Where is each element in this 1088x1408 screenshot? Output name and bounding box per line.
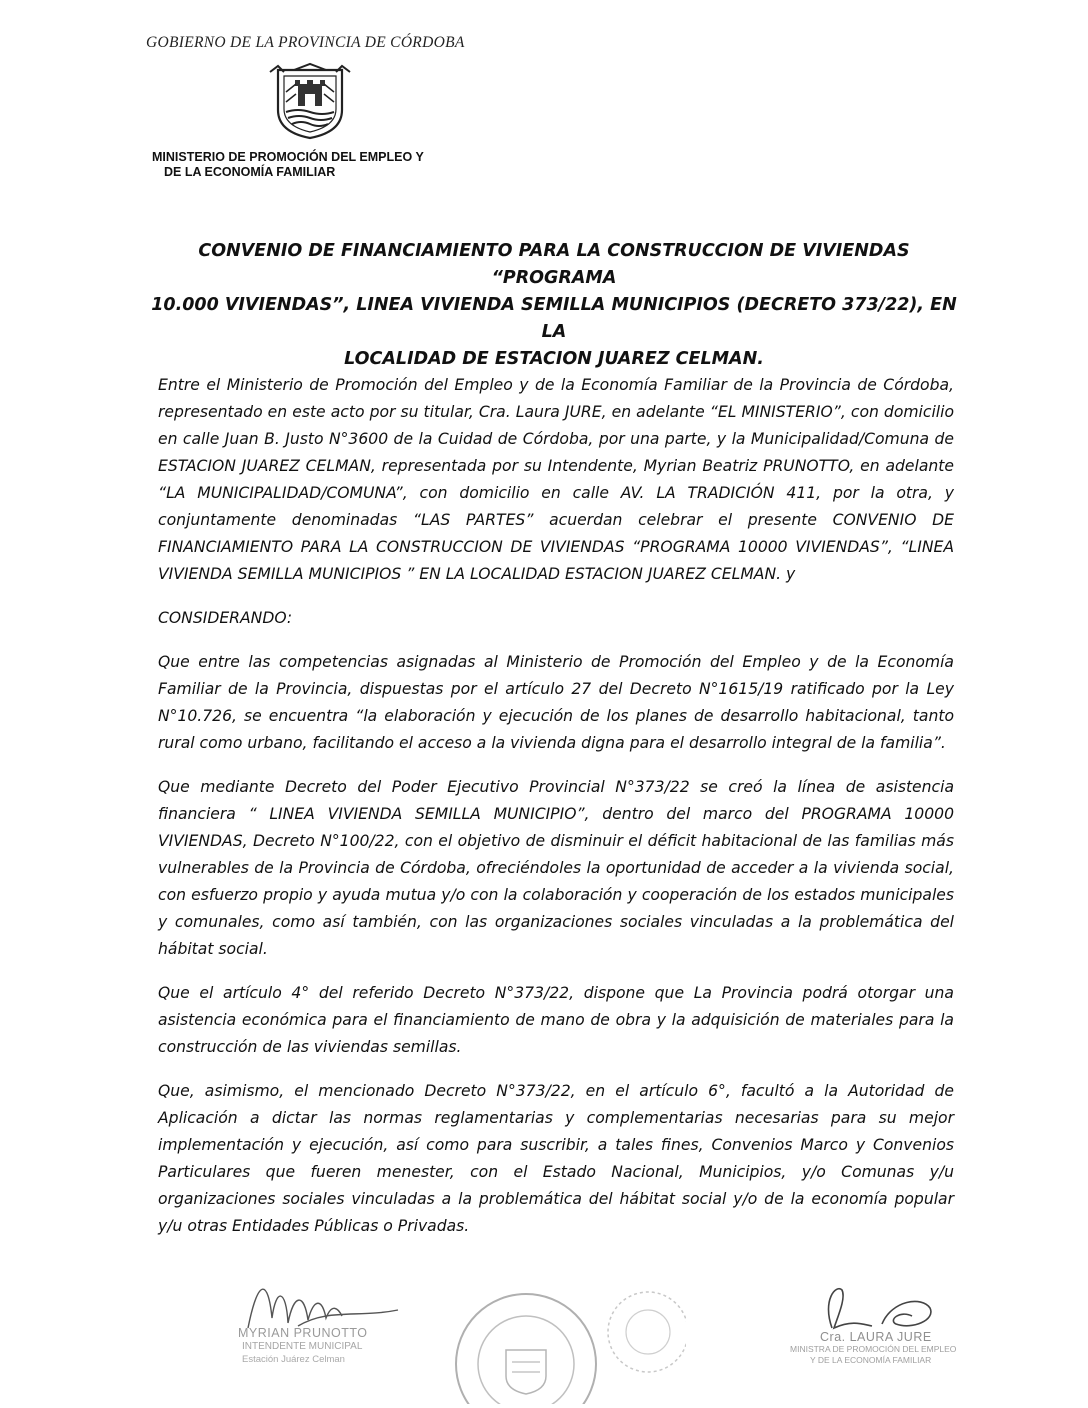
ministry-line-1: MINISTERIO DE PROMOCIÓN DEL EMPLEO Y	[152, 150, 424, 164]
coat-of-arms-icon	[268, 62, 352, 140]
government-header: GOBIERNO DE LA PROVINCIA DE CÓRDOBA	[146, 34, 465, 51]
title-line-1: CONVENIO DE FINANCIAMIENTO PARA LA CONSTRUCCION DE VIVIENDAS “PROGRAMA	[198, 241, 910, 288]
considerando-heading: CONSIDERANDO:	[158, 609, 293, 627]
intendente-place: Estación Juárez Celman	[242, 1354, 345, 1365]
paragraph-2: Que mediante Decreto del Poder Ejecutivo Provincial N°373/22 se creó la línea de asistencia financiera “ LINEA VIVIENDA SEMILLA MUNICIPIO”, dentro del marco del PROGRAMA 10000 VIVIENDAS, Decreto N°100/22, con el objetivo de disminuir el déficit habitacional de las familias más vulnerables de la Provincia de Córdoba, ofreciéndoles la oportunidad de acceder a la vivienda social, con esfuerzo propio y ayuda mutua y/o con la colaboración y cooperación de los estados municipales y comunales, como así también, con las organizaciones sociales vinculadas a la problemática del hábitat social.	[158, 778, 954, 958]
paragraph-3: Que el artículo 4° del referido Decreto N°373/22, dispone que La Provincia podrá otorgar una asistencia económica para el financiamiento de mano de obra y la adquisición de materiales para la construcción de las viviendas semillas.	[158, 984, 954, 1056]
intendente-signature-block	[228, 1268, 428, 1378]
intendente-role: INTENDENTE MUNICIPAL	[242, 1341, 363, 1352]
ministra-role-1: MINISTRA DE PROMOCIÓN DEL EMPLEO	[790, 1344, 957, 1354]
ministra-role-2: Y DE LA ECONOMÍA FAMILIAR	[810, 1355, 932, 1365]
ministry-header	[152, 150, 424, 180]
municipal-seal	[426, 1280, 686, 1404]
title-line-3: LOCALIDAD DE ESTACION JUAREZ CELMAN.	[344, 349, 764, 369]
document-title	[150, 238, 958, 373]
paragraph-1: Que entre las competencias asignadas al Ministerio de Promoción del Empleo y de la Economía Familiar de la Provincia, dispuestas por el artículo 27 del Decreto N°1615/19 ratificado por la Ley N°10.726, se encuentra “la elaboración y ejecución de los planes de desarrollo habitacional, tanto rural como urbano, facilitando el acceso a la vivienda digna para el desarrollo integral de la familia”.	[158, 653, 954, 752]
intendente-name: MYRIAN PRUNOTTO	[238, 1326, 368, 1340]
ministra-signature-block	[782, 1280, 982, 1390]
ministra-signature	[812, 1280, 972, 1336]
ministry-line-2: DE LA ECONOMÍA FAMILIAR	[164, 165, 336, 179]
intro-paragraph: Entre el Ministerio de Promoción del Empleo y de la Economía Familiar de la Provincia de Córdoba, representado en este acto por su titular, Cra. Laura JURE, en adelante “EL MINISTERIO”, con domicilio en calle Juan B. Justo N°3600 de la Cuidad de Córdoba, por una parte, y la Municipalidad/Comuna de ESTACION JUAREZ CELMAN, representada por su Intendente, Myrian Beatriz PRUNOTTO, en adelante “LA MUNICIPALIDAD/COMUNA”, con domicilio en calle AV. LA TRADICIÓN 411, por la otra, y conjuntamente denominadas “LAS PARTES” acuerdan celebrar el presente CONVENIO DE FINANCIAMIENTO PARA LA CONSTRUCCION DE VIVIENDAS “PROGRAMA 10000 VIVIENDAS”, “LINEA VIVIENDA SEMILLA MUNICIPIOS ” EN LA LOCALIDAD ESTACION JUAREZ CELMAN. y	[158, 376, 954, 583]
document-body	[158, 372, 954, 1240]
paragraph-4: Que, asimismo, el mencionado Decreto N°373/22, en el artículo 6°, facultó a la Autoridad de Aplicación a dictar las normas reglamentarias y complementarias necesarias para su mejor implementación y ejecución, así como para suscribir, a tales fines, Convenios Marco y Convenios Particulares que fueren menester, con el Estado Nacional, Municipios, y/o Comunas y/u organizaciones sociales vinculadas a la problemática del hábitat social y/o de la economía popular y/u otras Entidades Públicas o Privadas.	[158, 1082, 954, 1235]
title-line-2: 10.000 VIVIENDAS”, LINEA VIVIENDA SEMILLA MUNICIPIOS (DECRETO 373/22), EN LA	[151, 295, 957, 342]
ministra-name: Cra. LAURA JURE	[820, 1330, 932, 1344]
